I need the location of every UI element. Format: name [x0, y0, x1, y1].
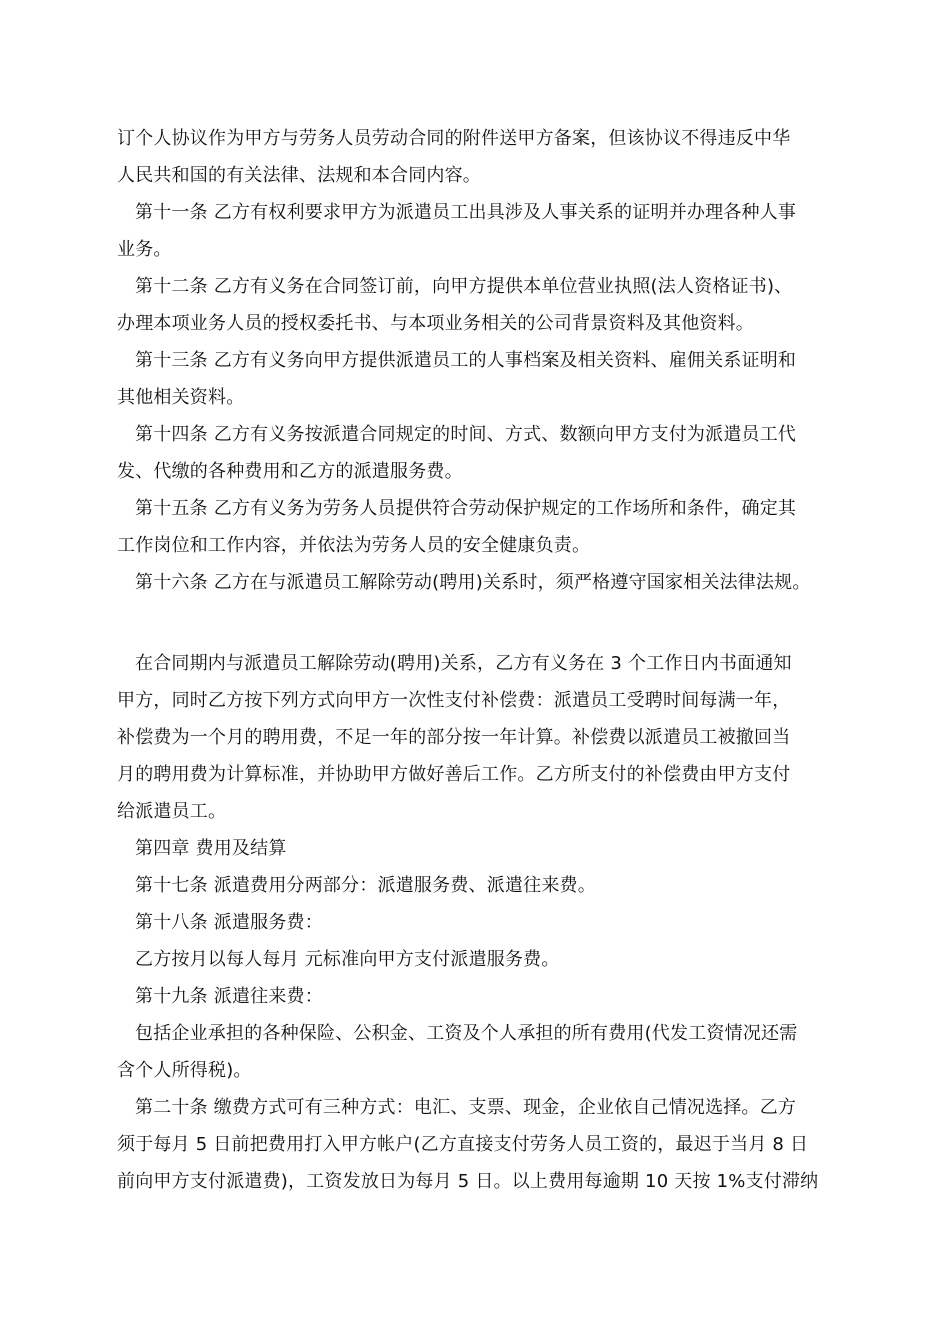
compensation-line: 月的聘用费为计算标准，并协助甲方做好善后工作。乙方所支付的补偿费由甲方支付 [117, 764, 791, 785]
compensation-line: 给派遣员工。 [117, 801, 227, 822]
article-16-line: 第十六条 乙方在与派遣员工解除劳动(聘用)关系时，须严格遵守国家相关法律法规。 [135, 572, 811, 593]
document-page [117, 120, 847, 1200]
article-12-line: 第十二条 乙方有义务在合同签订前，向甲方提供本单位营业执照(法人资格证书)、 [135, 276, 793, 297]
article-13-line: 其他相关资料。 [117, 387, 245, 408]
article-18-body: 乙方按月以每人每月 元标准向甲方支付派遣服务费。 [135, 949, 560, 970]
article-14-line: 第十四条 乙方有义务按派遣合同规定的时间、方式、数额向甲方支付为派遣员工代 [135, 424, 797, 445]
article-19-heading: 第十九条 派遣往来费： [135, 986, 323, 1007]
article-20-line: 前向甲方支付派遣费)，工资发放日为每月 5 日。以上费用每逾期 10 天按 1%支付滞纳 [117, 1171, 819, 1192]
chapter-4-heading: 第四章 费用及结算 [135, 838, 287, 859]
article-15-line: 工作岗位和工作内容，并依法为劳务人员的安全健康负责。 [117, 535, 591, 556]
article-19-body: 含个人所得税)。 [117, 1060, 252, 1081]
article-14-line: 发、代缴的各种费用和乙方的派遣服务费。 [117, 461, 463, 482]
article-13-line: 第十三条 乙方有义务向甲方提供派遣员工的人事档案及相关资料、雇佣关系证明和 [135, 350, 797, 371]
article-20-line: 须于每月 5 日前把费用打入甲方帐户(乙方直接支付劳务人员工资的，最迟于当月 8 日 [117, 1134, 809, 1155]
article-19-body: 包括企业承担的各种保险、公积金、工资及个人承担的所有费用(代发工资情况还需 [135, 1023, 798, 1044]
article-11-line: 业务。 [117, 239, 172, 260]
article-18-heading: 第十八条 派遣服务费： [135, 912, 323, 933]
paragraph-gap [117, 601, 847, 645]
paragraph-line: 订个人协议作为甲方与劳务人员劳动合同的附件送甲方备案，但该协议不得违反中华 [117, 128, 791, 149]
article-12-line: 办理本项业务人员的授权委托书、与本项业务相关的公司背景资料及其他资料。 [117, 313, 754, 334]
compensation-line: 甲方，同时乙方按下列方式向甲方一次性支付补偿费：派遣员工受聘时间每满一年， [117, 690, 791, 711]
article-11-line: 第十一条 乙方有权利要求甲方为派遣员工出具涉及人事关系的证明并办理各种人事 [135, 202, 797, 223]
compensation-line: 在合同期内与派遣员工解除劳动(聘用)关系，乙方有义务在 3 个工作日内书面通知 [135, 653, 792, 674]
article-17-line: 第十七条 派遣费用分两部分：派遣服务费、派遣往来费。 [135, 875, 596, 896]
paragraph-line: 人民共和国的有关法律、法规和本合同内容。 [117, 165, 481, 186]
article-20-line: 第二十条 缴费方式可有三种方式：电汇、支票、现金，企业依自己情况选择。乙方 [135, 1097, 797, 1118]
article-15-line: 第十五条 乙方有义务为劳务人员提供符合劳动保护规定的工作场所和条件，确定其 [135, 498, 797, 519]
compensation-line: 补偿费为一个月的聘用费，不足一年的部分按一年计算。补偿费以派遣员工被撤回当 [117, 727, 791, 748]
